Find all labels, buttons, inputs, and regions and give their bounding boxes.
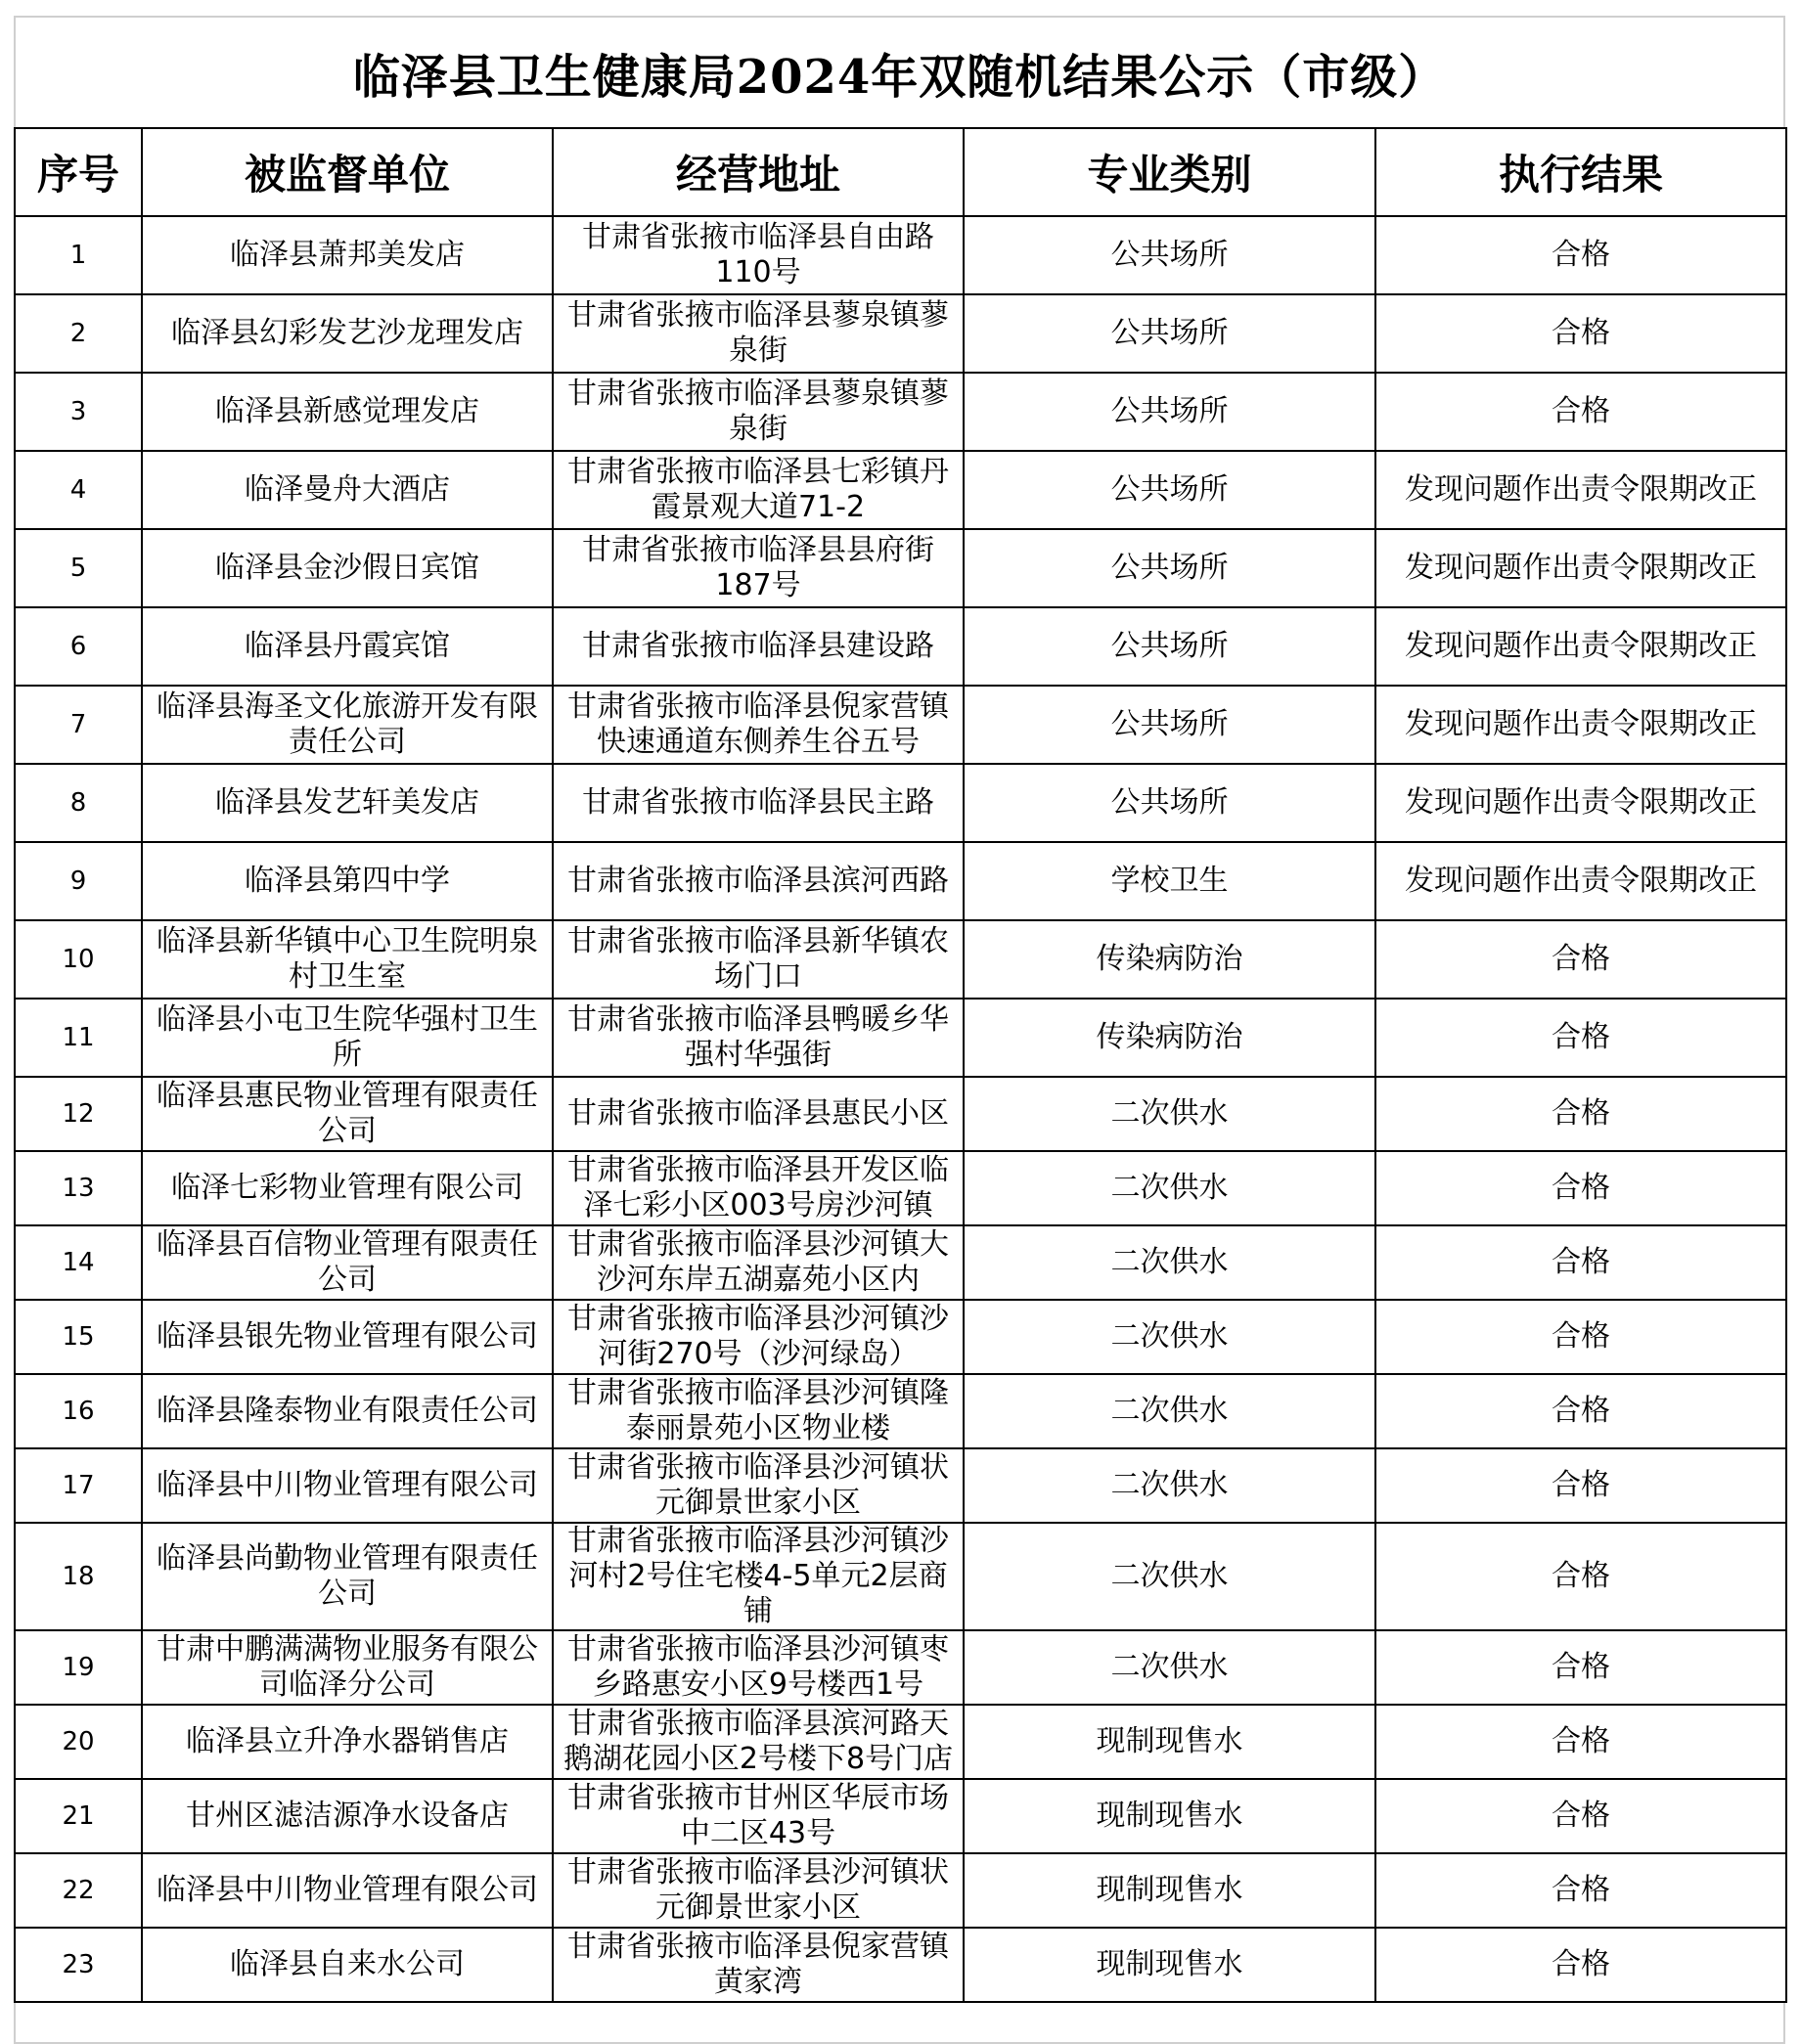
- cell-address: 甘肃省张掖市临泽县惠民小区: [553, 1077, 964, 1151]
- cell-unit: 临泽县新华镇中心卫生院明泉村卫生室: [142, 920, 553, 999]
- cell-address: 甘肃省张掖市临泽县民主路: [553, 764, 964, 842]
- cell-category: 二次供水: [964, 1523, 1375, 1630]
- cell-category: 现制现售水: [964, 1705, 1375, 1779]
- cell-category: 公共场所: [964, 451, 1375, 529]
- cell-result: 发现问题作出责令限期改正: [1375, 842, 1786, 920]
- cell-seq: 15: [15, 1300, 142, 1374]
- cell-address: 甘肃省张掖市临泽县新华镇农场门口: [553, 920, 964, 999]
- cell-unit: 甘州区滤洁源净水设备店: [142, 1779, 553, 1853]
- cell-address: 甘肃省张掖市临泽县蓼泉镇蓼泉街: [553, 373, 964, 451]
- cell-seq: 4: [15, 451, 142, 529]
- cell-result: 合格: [1375, 920, 1786, 999]
- cell-seq: 3: [15, 373, 142, 451]
- header-address: 经营地址: [553, 128, 964, 216]
- cell-category: 现制现售水: [964, 1928, 1375, 2002]
- cell-address: 甘肃省张掖市临泽县沙河镇枣乡路惠安小区9号楼西1号: [553, 1630, 964, 1705]
- cell-result: 合格: [1375, 1300, 1786, 1374]
- cell-address: 甘肃省张掖市临泽县鸭暖乡华强村华强街: [553, 999, 964, 1077]
- cell-category: 公共场所: [964, 529, 1375, 607]
- cell-category: 公共场所: [964, 373, 1375, 451]
- cell-unit: 临泽县尚勤物业管理有限责任公司: [142, 1523, 553, 1630]
- header-result: 执行结果: [1375, 128, 1786, 216]
- header-seq: 序号: [15, 128, 142, 216]
- cell-result: 合格: [1375, 1151, 1786, 1225]
- notice-sheet: [14, 16, 1785, 2044]
- cell-address: 甘肃省张掖市临泽县蓼泉镇蓼泉街: [553, 294, 964, 373]
- cell-result: 合格: [1375, 1225, 1786, 1300]
- table-row: [15, 1705, 1786, 1779]
- table-row: [15, 999, 1786, 1077]
- cell-category: 学校卫生: [964, 842, 1375, 920]
- cell-seq: 11: [15, 999, 142, 1077]
- table-row: [15, 1928, 1786, 2002]
- cell-address: 甘肃省张掖市临泽县沙河镇状元御景世家小区: [553, 1853, 964, 1928]
- results-table: [14, 127, 1787, 2003]
- table-row: [15, 294, 1786, 373]
- cell-result: 合格: [1375, 999, 1786, 1077]
- cell-address: 甘肃省张掖市临泽县倪家营镇快速通道东侧养生谷五号: [553, 686, 964, 764]
- cell-category: 二次供水: [964, 1225, 1375, 1300]
- cell-unit: 临泽县中川物业管理有限公司: [142, 1448, 553, 1523]
- cell-address: 甘肃省张掖市临泽县滨河路天鹅湖花园小区2号楼下8号门店: [553, 1705, 964, 1779]
- cell-unit: 临泽县新感觉理发店: [142, 373, 553, 451]
- cell-unit: 临泽县发艺轩美发店: [142, 764, 553, 842]
- cell-unit: 临泽县海圣文化旅游开发有限责任公司: [142, 686, 553, 764]
- cell-address: 甘肃省张掖市临泽县沙河镇大沙河东岸五湖嘉苑小区内: [553, 1225, 964, 1300]
- cell-seq: 22: [15, 1853, 142, 1928]
- table-row: [15, 451, 1786, 529]
- cell-category: 二次供水: [964, 1300, 1375, 1374]
- table-row: [15, 1630, 1786, 1705]
- header-category: 专业类别: [964, 128, 1375, 216]
- cell-seq: 8: [15, 764, 142, 842]
- cell-category: 二次供水: [964, 1448, 1375, 1523]
- cell-category: 公共场所: [964, 764, 1375, 842]
- cell-seq: 6: [15, 607, 142, 686]
- cell-seq: 13: [15, 1151, 142, 1225]
- table-row: [15, 607, 1786, 686]
- cell-category: 现制现售水: [964, 1853, 1375, 1928]
- table-row: [15, 1374, 1786, 1448]
- cell-result: 合格: [1375, 1448, 1786, 1523]
- cell-seq: 2: [15, 294, 142, 373]
- cell-result: 发现问题作出责令限期改正: [1375, 686, 1786, 764]
- cell-address: 甘肃省张掖市临泽县沙河镇状元御景世家小区: [553, 1448, 964, 1523]
- cell-address: 甘肃省张掖市临泽县倪家营镇黄家湾: [553, 1928, 964, 2002]
- cell-seq: 7: [15, 686, 142, 764]
- table-row: [15, 1853, 1786, 1928]
- cell-unit: 临泽县惠民物业管理有限责任公司: [142, 1077, 553, 1151]
- cell-result: 发现问题作出责令限期改正: [1375, 764, 1786, 842]
- cell-category: 现制现售水: [964, 1779, 1375, 1853]
- cell-unit: 临泽县小屯卫生院华强村卫生所: [142, 999, 553, 1077]
- table-row: [15, 373, 1786, 451]
- cell-category: 二次供水: [964, 1151, 1375, 1225]
- cell-address: 甘肃省张掖市临泽县滨河西路: [553, 842, 964, 920]
- cell-category: 公共场所: [964, 216, 1375, 294]
- header-row: [15, 128, 1786, 216]
- cell-result: 合格: [1375, 1523, 1786, 1630]
- cell-unit: 临泽县幻彩发艺沙龙理发店: [142, 294, 553, 373]
- cell-unit: 临泽县立升净水器销售店: [142, 1705, 553, 1779]
- cell-unit: 临泽县中川物业管理有限公司: [142, 1853, 553, 1928]
- cell-seq: 1: [15, 216, 142, 294]
- cell-seq: 14: [15, 1225, 142, 1300]
- cell-seq: 18: [15, 1523, 142, 1630]
- table-row: [15, 1151, 1786, 1225]
- table-row: [15, 529, 1786, 607]
- cell-category: 二次供水: [964, 1077, 1375, 1151]
- table-row: [15, 1779, 1786, 1853]
- cell-unit: 临泽七彩物业管理有限公司: [142, 1151, 553, 1225]
- cell-category: 二次供水: [964, 1630, 1375, 1705]
- cell-result: 合格: [1375, 294, 1786, 373]
- cell-seq: 19: [15, 1630, 142, 1705]
- cell-result: 合格: [1375, 1077, 1786, 1151]
- cell-address: 甘肃省张掖市临泽县沙河镇沙河村2号住宅楼4-5单元2层商铺: [553, 1523, 964, 1630]
- cell-address: 甘肃省张掖市临泽县自由路110号: [553, 216, 964, 294]
- cell-seq: 20: [15, 1705, 142, 1779]
- table-body: [15, 216, 1786, 2002]
- table-row: [15, 686, 1786, 764]
- cell-address: 甘肃省张掖市甘州区华辰市场中二区43号: [553, 1779, 964, 1853]
- table-row: [15, 1448, 1786, 1523]
- cell-unit: 临泽县第四中学: [142, 842, 553, 920]
- cell-address: 甘肃省张掖市临泽县七彩镇丹霞景观大道71-2: [553, 451, 964, 529]
- cell-category: 传染病防治: [964, 920, 1375, 999]
- cell-unit: 临泽县百信物业管理有限责任公司: [142, 1225, 553, 1300]
- cell-unit: 临泽县萧邦美发店: [142, 216, 553, 294]
- table-row: [15, 216, 1786, 294]
- cell-address: 甘肃省张掖市临泽县开发区临泽七彩小区003号房沙河镇: [553, 1151, 964, 1225]
- page-title: 临泽县卫生健康局2024年双随机结果公示（市级）: [352, 49, 1447, 105]
- cell-result: 合格: [1375, 1928, 1786, 2002]
- cell-result: 合格: [1375, 1853, 1786, 1928]
- cell-address: 甘肃省张掖市临泽县建设路: [553, 607, 964, 686]
- header-unit: 被监督单位: [142, 128, 553, 216]
- cell-category: 公共场所: [964, 294, 1375, 373]
- cell-seq: 17: [15, 1448, 142, 1523]
- cell-unit: 临泽县银先物业管理有限公司: [142, 1300, 553, 1374]
- cell-result: 发现问题作出责令限期改正: [1375, 607, 1786, 686]
- table-row: [15, 1225, 1786, 1300]
- cell-unit: 临泽曼舟大酒店: [142, 451, 553, 529]
- cell-seq: 5: [15, 529, 142, 607]
- title-box: [14, 16, 1785, 127]
- cell-seq: 16: [15, 1374, 142, 1448]
- cell-result: 合格: [1375, 216, 1786, 294]
- cell-result: 合格: [1375, 373, 1786, 451]
- cell-address: 甘肃省张掖市临泽县沙河镇隆泰丽景苑小区物业楼: [553, 1374, 964, 1448]
- table-row: [15, 1300, 1786, 1374]
- cell-seq: 12: [15, 1077, 142, 1151]
- cell-result: 合格: [1375, 1374, 1786, 1448]
- cell-result: 合格: [1375, 1705, 1786, 1779]
- table-row: [15, 1077, 1786, 1151]
- cell-result: 合格: [1375, 1630, 1786, 1705]
- cell-unit: 临泽县金沙假日宾馆: [142, 529, 553, 607]
- table-row: [15, 920, 1786, 999]
- cell-result: 合格: [1375, 1779, 1786, 1853]
- cell-category: 公共场所: [964, 686, 1375, 764]
- cell-category: 公共场所: [964, 607, 1375, 686]
- cell-seq: 9: [15, 842, 142, 920]
- cell-seq: 23: [15, 1928, 142, 2002]
- cell-result: 发现问题作出责令限期改正: [1375, 451, 1786, 529]
- cell-address: 甘肃省张掖市临泽县沙河镇沙河街270号（沙河绿岛）: [553, 1300, 964, 1374]
- cell-seq: 10: [15, 920, 142, 999]
- cell-unit: 甘肃中鹏满满物业服务有限公司临泽分公司: [142, 1630, 553, 1705]
- cell-category: 二次供水: [964, 1374, 1375, 1448]
- cell-unit: 临泽县丹霞宾馆: [142, 607, 553, 686]
- cell-result: 发现问题作出责令限期改正: [1375, 529, 1786, 607]
- table-row: [15, 842, 1786, 920]
- cell-address: 甘肃省张掖市临泽县县府街187号: [553, 529, 964, 607]
- cell-category: 传染病防治: [964, 999, 1375, 1077]
- cell-unit: 临泽县自来水公司: [142, 1928, 553, 2002]
- cell-seq: 21: [15, 1779, 142, 1853]
- footer-box: [14, 2003, 1785, 2044]
- table-row: [15, 764, 1786, 842]
- cell-unit: 临泽县隆泰物业有限责任公司: [142, 1374, 553, 1448]
- table-row: [15, 1523, 1786, 1630]
